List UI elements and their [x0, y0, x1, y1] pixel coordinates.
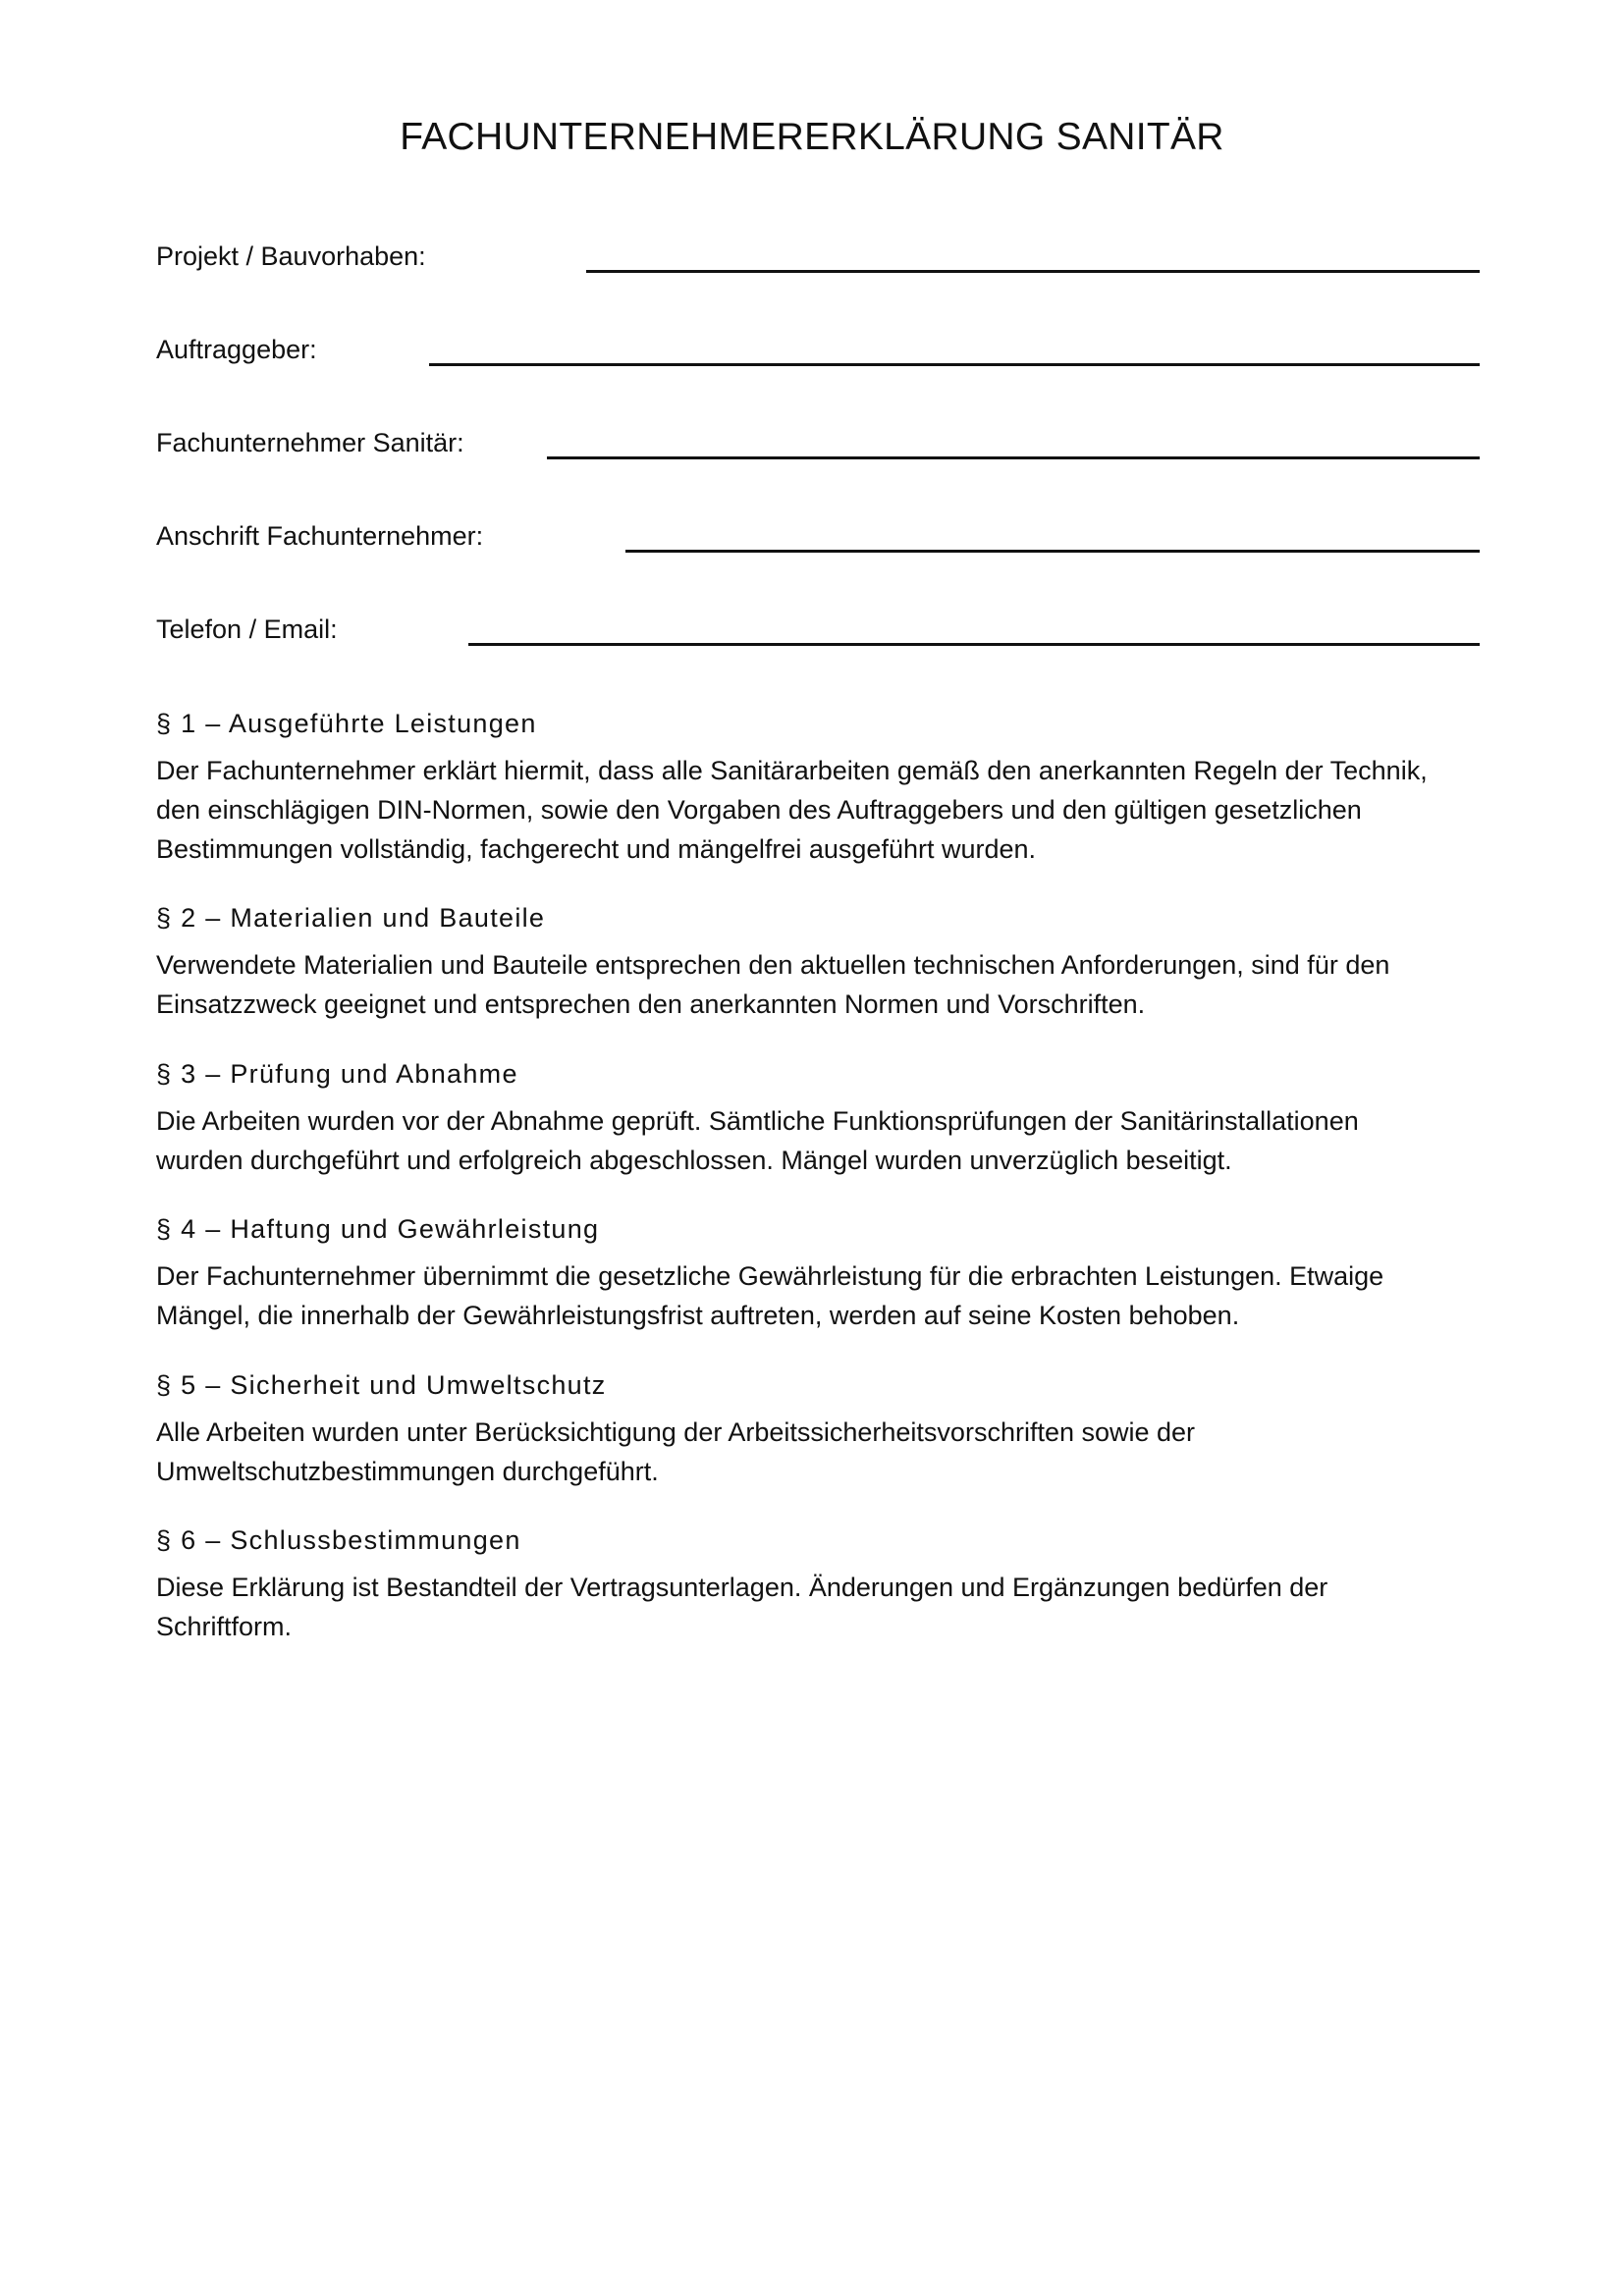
field-fachunternehmer — [156, 425, 1624, 484]
field-auftraggeber — [156, 332, 1624, 391]
field-telefon-email — [156, 612, 1624, 670]
section-1-line-3: Bestimmungen vollständig, fachgerecht und mängelfrei ausgeführt wurden. — [156, 834, 1037, 864]
section-2 — [156, 900, 1491, 1024]
section-2-line-1: Verwendete Materialien und Bauteile entsprechen den aktuellen technischen Anforderungen, sind für den — [156, 950, 1390, 980]
field-label-auftraggeber: Auftraggeber: — [156, 335, 317, 364]
section-3-line-2: wurden durchgeführt und erfolgreich abgeschlossen. Mängel wurden unverzüglich beseitigt. — [156, 1146, 1232, 1175]
field-label-telefon-email: Telefon / Email: — [156, 614, 338, 644]
section-6 — [156, 1522, 1491, 1646]
section-6-line-1: Diese Erklärung ist Bestandteil der Vertragsunterlagen. Änderungen und Ergänzungen bedürfen der — [156, 1573, 1328, 1602]
section-1 — [156, 706, 1491, 869]
section-2-text — [156, 945, 1491, 1024]
field-label-projekt: Projekt / Bauvorhaben: — [156, 241, 426, 271]
section-3 — [156, 1056, 1491, 1180]
fachunternehmer-input-line[interactable] — [547, 456, 1480, 459]
section-5-heading: § 5 – Sicherheit und Umweltschutz — [156, 1370, 607, 1400]
section-1-text — [156, 751, 1491, 869]
section-3-text — [156, 1101, 1491, 1180]
section-4-heading: § 4 – Haftung und Gewährleistung — [156, 1214, 600, 1244]
section-6-heading: § 6 – Schlussbestimmungen — [156, 1525, 521, 1555]
section-3-heading: § 3 – Prüfung und Abnahme — [156, 1059, 518, 1089]
section-6-text — [156, 1568, 1491, 1646]
section-1-line-1: Der Fachunternehmer erklärt hiermit, dass alle Sanitärarbeiten gemäß den anerkannten Regeln der Technik, — [156, 756, 1428, 785]
section-1-heading: § 1 – Ausgeführte Leistungen — [156, 709, 537, 738]
section-6-line-2: Schriftform. — [156, 1612, 293, 1641]
field-projekt — [156, 239, 1624, 297]
section-4-line-2: Mängel, die innerhalb der Gewährleistungsfrist auftreten, werden auf seine Kosten behoben. — [156, 1301, 1240, 1330]
field-label-fachunternehmer: Fachunternehmer Sanitär: — [156, 428, 464, 457]
section-4-line-1: Der Fachunternehmer übernimmt die gesetzliche Gewährleistung für die erbrachten Leistungen. Etwaige — [156, 1261, 1384, 1291]
section-4 — [156, 1211, 1491, 1335]
section-2-line-2: Einsatzzweck geeignet und entsprechen den anerkannten Normen und Vorschriften. — [156, 989, 1146, 1019]
anschrift-input-line[interactable] — [625, 550, 1480, 553]
document-title: FACHUNTERNEHMERERKLÄRUNG SANITÄR — [400, 116, 1224, 158]
section-2-heading: § 2 – Materialien und Bauteile — [156, 903, 546, 933]
field-label-anschrift: Anschrift Fachunternehmer: — [156, 521, 484, 551]
telefon-email-input-line[interactable] — [468, 643, 1480, 646]
section-4-text — [156, 1256, 1491, 1335]
section-5-line-2: Umweltschutzbestimmungen durchgeführt. — [156, 1457, 659, 1486]
section-5-text — [156, 1413, 1491, 1491]
section-3-line-1: Die Arbeiten wurden vor der Abnahme geprüft. Sämtliche Funktionsprüfungen der Sanitärinstallationen — [156, 1106, 1359, 1136]
section-5-line-1: Alle Arbeiten wurden unter Berücksichtigung der Arbeitssicherheitsvorschriften sowie der — [156, 1417, 1196, 1447]
section-5 — [156, 1367, 1491, 1491]
field-anschrift — [156, 518, 1624, 577]
section-1-line-2: den einschlägigen DIN-Normen, sowie den Vorgaben des Auftraggebers und den gültigen gesetzlichen — [156, 795, 1362, 825]
auftraggeber-input-line[interactable] — [429, 363, 1480, 366]
projekt-input-line[interactable] — [586, 270, 1480, 273]
